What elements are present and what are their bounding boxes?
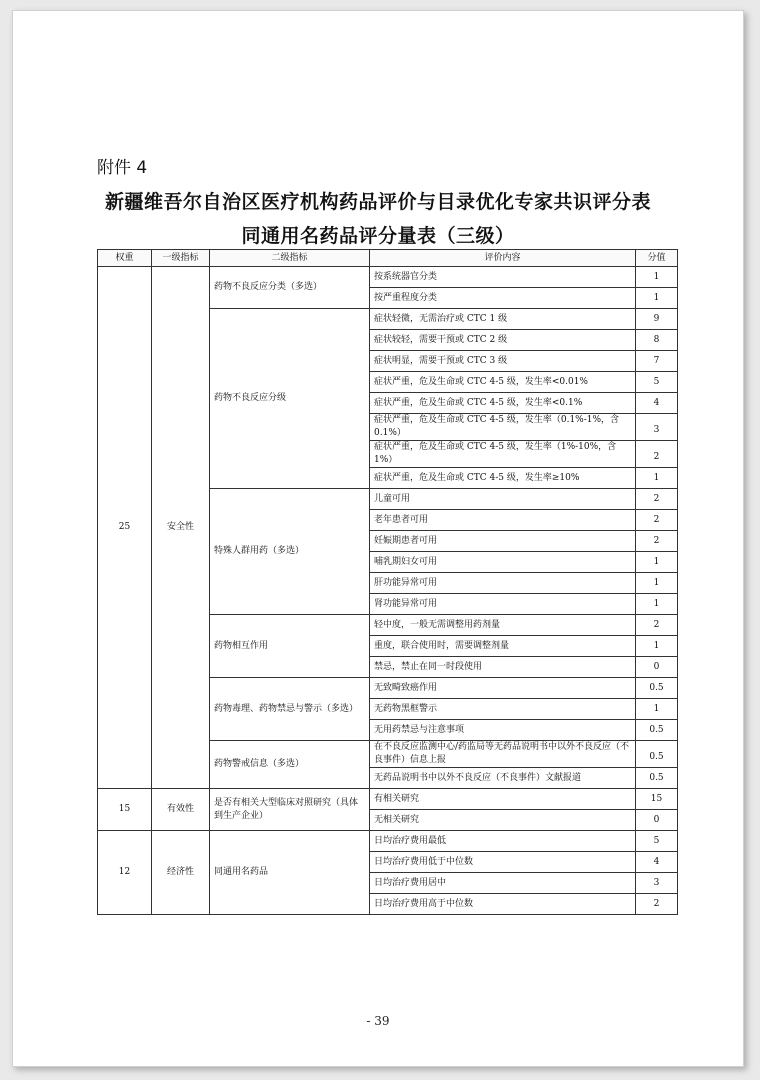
level2-cell: 药物不良反应分类（多选） bbox=[210, 267, 370, 309]
content-cell: 无用药禁忌与注意事项 bbox=[370, 720, 636, 741]
content-cell: 无药物黑框警示 bbox=[370, 699, 636, 720]
content-cell: 无药品说明书中以外不良反应（不良事件）文献报道 bbox=[370, 768, 636, 789]
score-cell: 1 bbox=[636, 594, 678, 615]
document-page bbox=[12, 10, 744, 1067]
score-cell: 5 bbox=[636, 831, 678, 852]
score-cell: 0 bbox=[636, 810, 678, 831]
score-cell: 2 bbox=[636, 615, 678, 636]
level1-cell: 有效性 bbox=[152, 789, 210, 831]
content-cell: 重度，联合使用时，需要调整剂量 bbox=[370, 636, 636, 657]
score-cell: 8 bbox=[636, 330, 678, 351]
score-cell: 1 bbox=[636, 288, 678, 309]
level2-cell: 药物警戒信息（多选） bbox=[210, 741, 370, 789]
content-cell: 症状严重，危及生命或 CTC 4-5 级，发生率（0.1%-1%，含 0.1%） bbox=[370, 414, 636, 441]
level2-cell: 药物不良反应分级 bbox=[210, 309, 370, 489]
table-row bbox=[98, 789, 678, 810]
weight-cell: 25 bbox=[98, 267, 152, 789]
score-table bbox=[97, 249, 678, 915]
content-cell: 儿童可用 bbox=[370, 489, 636, 510]
content-cell: 症状严重，危及生命或 CTC 4-5 级，发生率≥10% bbox=[370, 468, 636, 489]
content-cell: 症状严重，危及生命或 CTC 4-5 级，发生率<0.1% bbox=[370, 393, 636, 414]
header-weight: 权重 bbox=[98, 250, 152, 267]
score-cell: 0.5 bbox=[636, 768, 678, 789]
score-cell: 5 bbox=[636, 372, 678, 393]
score-cell: 0.5 bbox=[636, 678, 678, 699]
table-body bbox=[98, 267, 678, 915]
score-cell: 1 bbox=[636, 636, 678, 657]
score-cell: 3 bbox=[636, 414, 678, 441]
content-cell: 日均治疗费用最低 bbox=[370, 831, 636, 852]
score-cell: 1 bbox=[636, 699, 678, 720]
score-cell: 0.5 bbox=[636, 741, 678, 768]
weight-cell: 15 bbox=[98, 789, 152, 831]
score-cell: 2 bbox=[636, 531, 678, 552]
document-subtitle: 同通用名药品评分量表（三级） bbox=[241, 225, 515, 247]
level2-cell: 特殊人群用药（多选） bbox=[210, 489, 370, 615]
score-cell: 4 bbox=[636, 393, 678, 414]
content-cell: 轻中度，一般无需调整用药剂量 bbox=[370, 615, 636, 636]
content-cell: 老年患者可用 bbox=[370, 510, 636, 531]
score-cell: 2 bbox=[636, 510, 678, 531]
level1-cell: 安全性 bbox=[152, 267, 210, 789]
score-cell: 2 bbox=[636, 441, 678, 468]
score-cell: 7 bbox=[636, 351, 678, 372]
content-cell: 症状轻微，无需治疗或 CTC 1 级 bbox=[370, 309, 636, 330]
score-cell: 4 bbox=[636, 852, 678, 873]
content-cell: 症状严重，危及生命或 CTC 4-5 级，发生率<0.01% bbox=[370, 372, 636, 393]
content-cell: 日均治疗费用高于中位数 bbox=[370, 894, 636, 915]
table-row bbox=[98, 267, 678, 288]
score-cell: 1 bbox=[636, 552, 678, 573]
score-cell: 2 bbox=[636, 489, 678, 510]
content-cell: 无致畸致癌作用 bbox=[370, 678, 636, 699]
score-cell: 9 bbox=[636, 309, 678, 330]
content-cell: 无相关研究 bbox=[370, 810, 636, 831]
level2-cell: 药物相互作用 bbox=[210, 615, 370, 678]
content-cell: 禁忌，禁止在同一时段使用 bbox=[370, 657, 636, 678]
attachment-label: 附件 4 bbox=[97, 158, 148, 178]
table-header-row bbox=[98, 250, 678, 267]
content-cell: 按严重程度分类 bbox=[370, 288, 636, 309]
document-title: 新疆维吾尔自治区医疗机构药品评价与目录优化专家共识评分表 bbox=[104, 191, 651, 213]
score-cell: 0 bbox=[636, 657, 678, 678]
content-cell: 哺乳期妇女可用 bbox=[370, 552, 636, 573]
level2-cell: 同通用名药品 bbox=[210, 831, 370, 915]
score-cell: 3 bbox=[636, 873, 678, 894]
header-level2: 二级指标 bbox=[210, 250, 370, 267]
score-cell: 1 bbox=[636, 468, 678, 489]
content-cell: 症状严重，危及生命或 CTC 4-5 级，发生率（1%-10%，含 1%） bbox=[370, 441, 636, 468]
score-cell: 2 bbox=[636, 894, 678, 915]
weight-cell: 12 bbox=[98, 831, 152, 915]
score-cell: 0.5 bbox=[636, 720, 678, 741]
content-cell: 在不良反应监测中心/药监局等无药品说明书中以外不良反应（不良事件）信息上报 bbox=[370, 741, 636, 768]
level1-cell: 经济性 bbox=[152, 831, 210, 915]
content-cell: 肝功能异常可用 bbox=[370, 573, 636, 594]
table-row bbox=[98, 831, 678, 852]
content-cell: 按系统器官分类 bbox=[370, 267, 636, 288]
page-number: - 39 bbox=[366, 1014, 390, 1028]
content-cell: 肾功能异常可用 bbox=[370, 594, 636, 615]
content-cell: 妊娠期患者可用 bbox=[370, 531, 636, 552]
content-cell: 日均治疗费用居中 bbox=[370, 873, 636, 894]
content-cell: 日均治疗费用低于中位数 bbox=[370, 852, 636, 873]
content-cell: 症状明显，需要干预或 CTC 3 级 bbox=[370, 351, 636, 372]
content-cell: 有相关研究 bbox=[370, 789, 636, 810]
score-cell: 1 bbox=[636, 267, 678, 288]
score-cell: 15 bbox=[636, 789, 678, 810]
header-content: 评价内容 bbox=[370, 250, 636, 267]
header-score: 分值 bbox=[636, 250, 678, 267]
content-cell: 症状较轻，需要干预或 CTC 2 级 bbox=[370, 330, 636, 351]
level2-cell: 是否有相关大型临床对照研究（具体到生产企业） bbox=[210, 789, 370, 831]
header-level1: 一级指标 bbox=[152, 250, 210, 267]
level2-cell: 药物毒理、药物禁忌与警示（多选） bbox=[210, 678, 370, 741]
score-cell: 1 bbox=[636, 573, 678, 594]
